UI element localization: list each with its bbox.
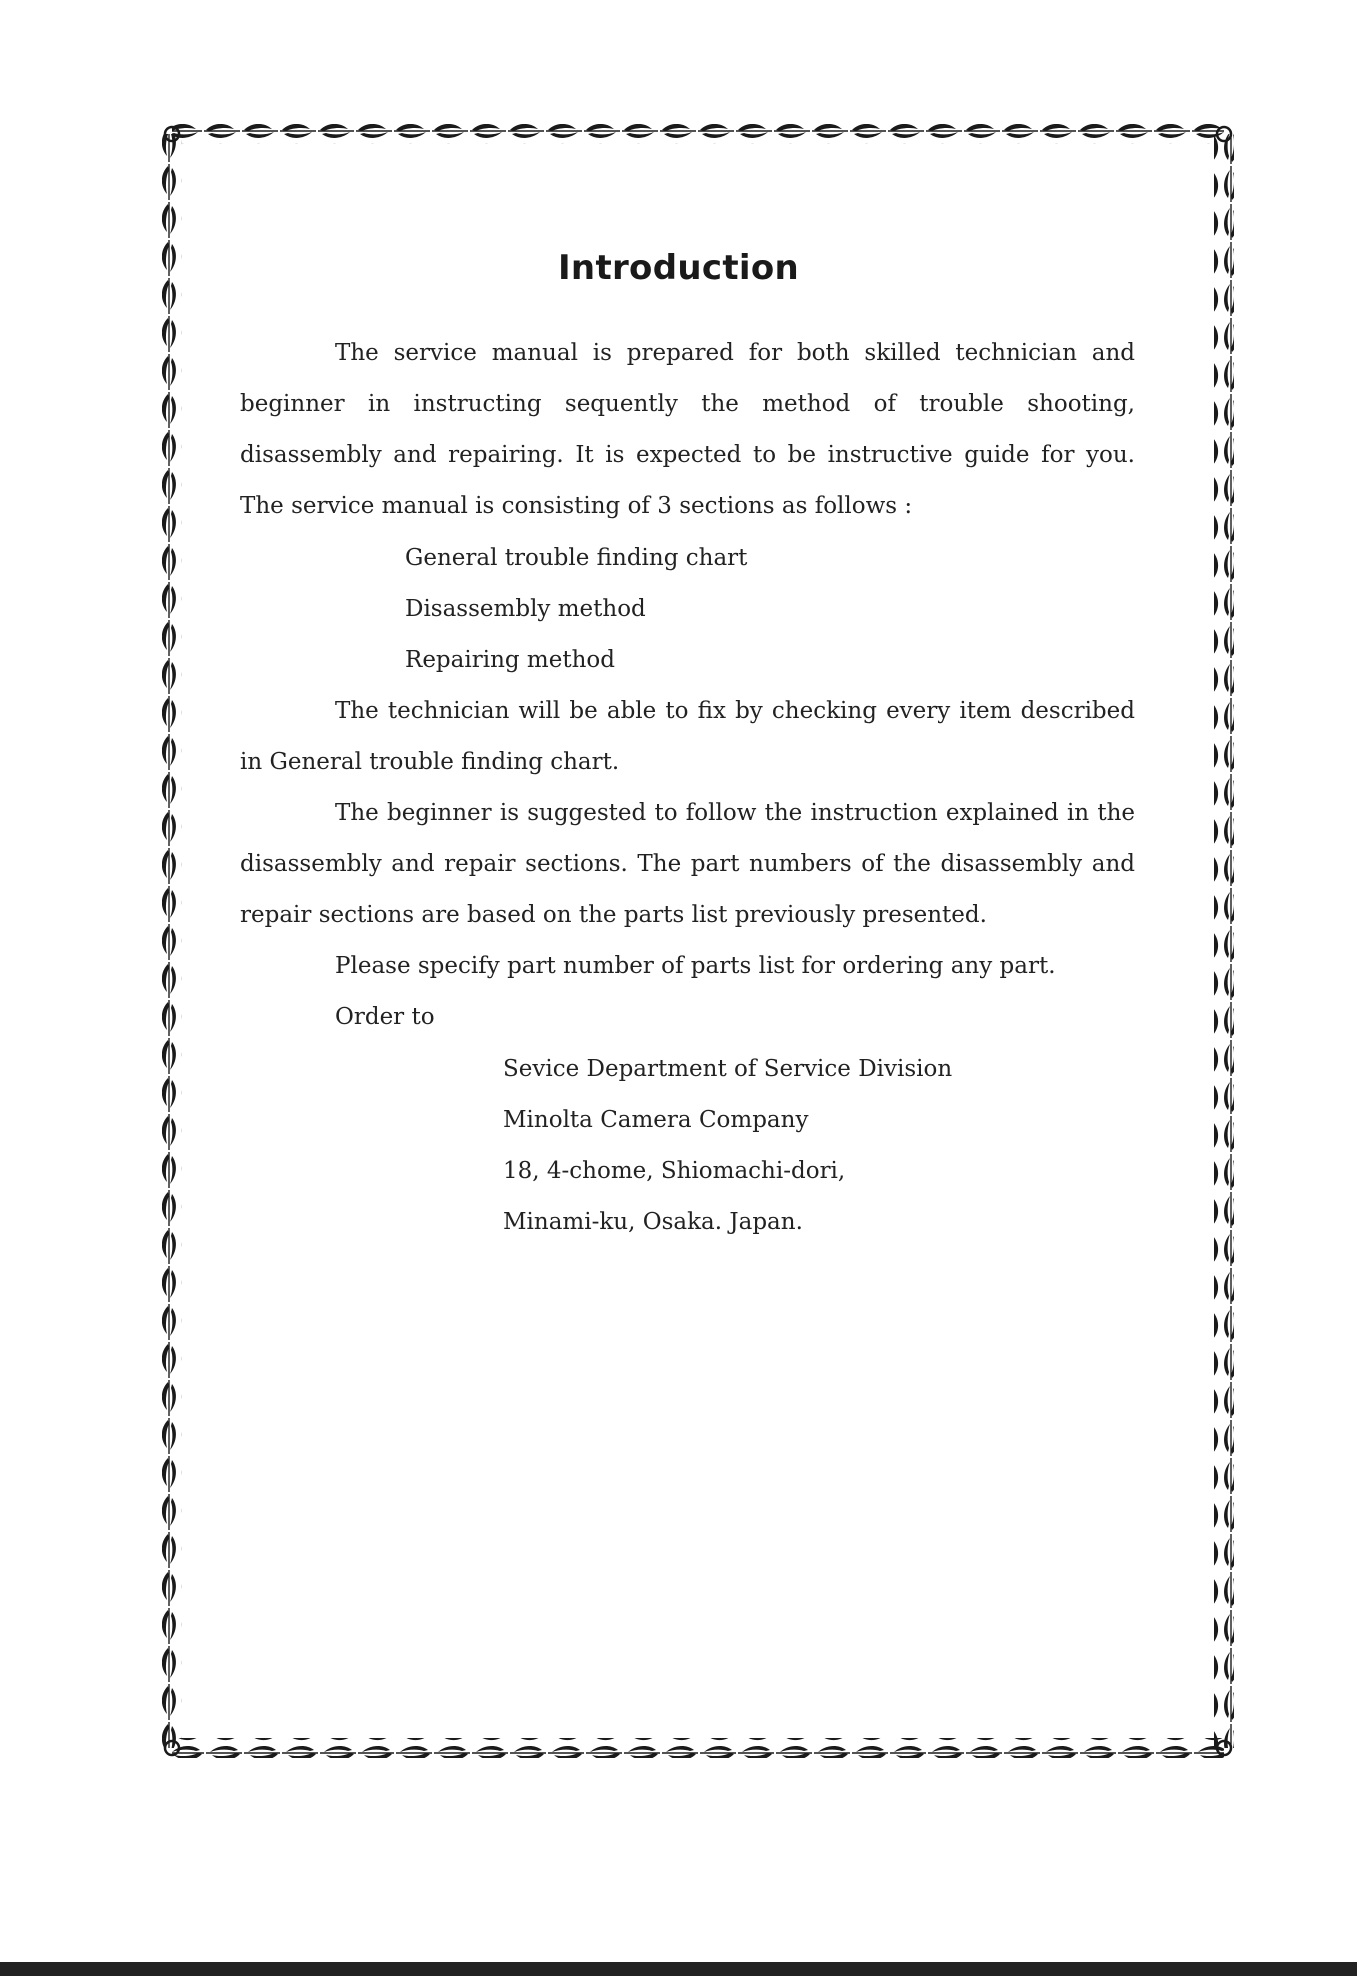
beginner-paragraph: The beginner is suggested to follow the instruction explained in the disassembly and repair sections. The part numbers of the disassembly and repair sections are based on the parts list previously presented. — [240, 800, 1135, 928]
section-item-1: General trouble finding chart — [405, 545, 748, 571]
border-top — [172, 124, 1224, 144]
page-title: Introduction — [557, 248, 799, 288]
address-line-2: Minolta Camera Company — [503, 1107, 809, 1133]
section-item-2: Disassembly method — [405, 596, 646, 622]
intro-paragraph: The service manual is prepared for both skilled technician and beginner in instructing sequently the method of trouble shooting, disassembly and repairing. It is expected to be instructive guide for you. The service manual is consisting of 3 sections as follows : — [240, 340, 1135, 519]
address-line-4: Minami-ku, Osaka. Japan. — [503, 1209, 803, 1235]
address-line-3: 18, 4-chome, Shiomachi-dori, — [503, 1158, 846, 1184]
border-left — [162, 134, 182, 1748]
section-item-3: Repairing method — [405, 647, 615, 673]
border-bottom — [172, 1738, 1224, 1758]
order-label: Order to — [335, 1004, 435, 1030]
scan-edge-bar — [0, 1962, 1357, 1976]
technician-paragraph: The technician will be able to fix by checking every item described in General trouble finding chart. — [240, 698, 1135, 775]
ordering-note: Please specify part number of parts list for ordering any part. — [335, 953, 1056, 979]
address-line-1: Sevice Department of Service Division — [503, 1056, 953, 1082]
border-right — [1214, 134, 1234, 1748]
